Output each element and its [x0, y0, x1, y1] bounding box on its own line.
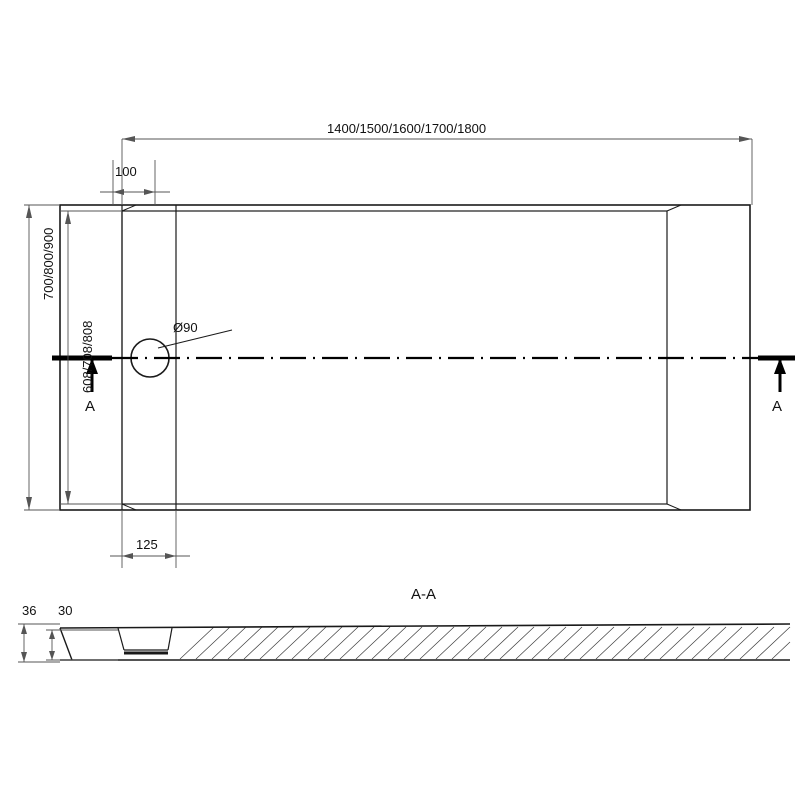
section-hatching	[180, 627, 790, 659]
section-channel-recess	[118, 628, 172, 653]
section-top-surface	[60, 624, 790, 628]
label-total-height: 36	[22, 603, 37, 618]
label-inner-height: 30	[58, 603, 73, 618]
label-channel-offset: 100	[115, 164, 137, 179]
section-marker-left: A	[85, 398, 96, 415]
dimension-overall-length	[122, 136, 752, 205]
dimension-inner-height	[46, 630, 118, 660]
label-section-title: A-A	[411, 586, 437, 603]
label-channel-width: 125	[136, 537, 158, 552]
section-left-edge	[60, 628, 72, 660]
section-arrow-right	[774, 358, 786, 392]
section-marker-right: A	[772, 398, 783, 415]
label-overall-width: 700/800/900	[41, 227, 56, 300]
label-inner-width: 608/708/808	[80, 320, 95, 393]
label-drain-diameter: Ø90	[173, 320, 198, 335]
label-overall-length: 1400/1500/1600/1700/1800	[327, 121, 487, 136]
